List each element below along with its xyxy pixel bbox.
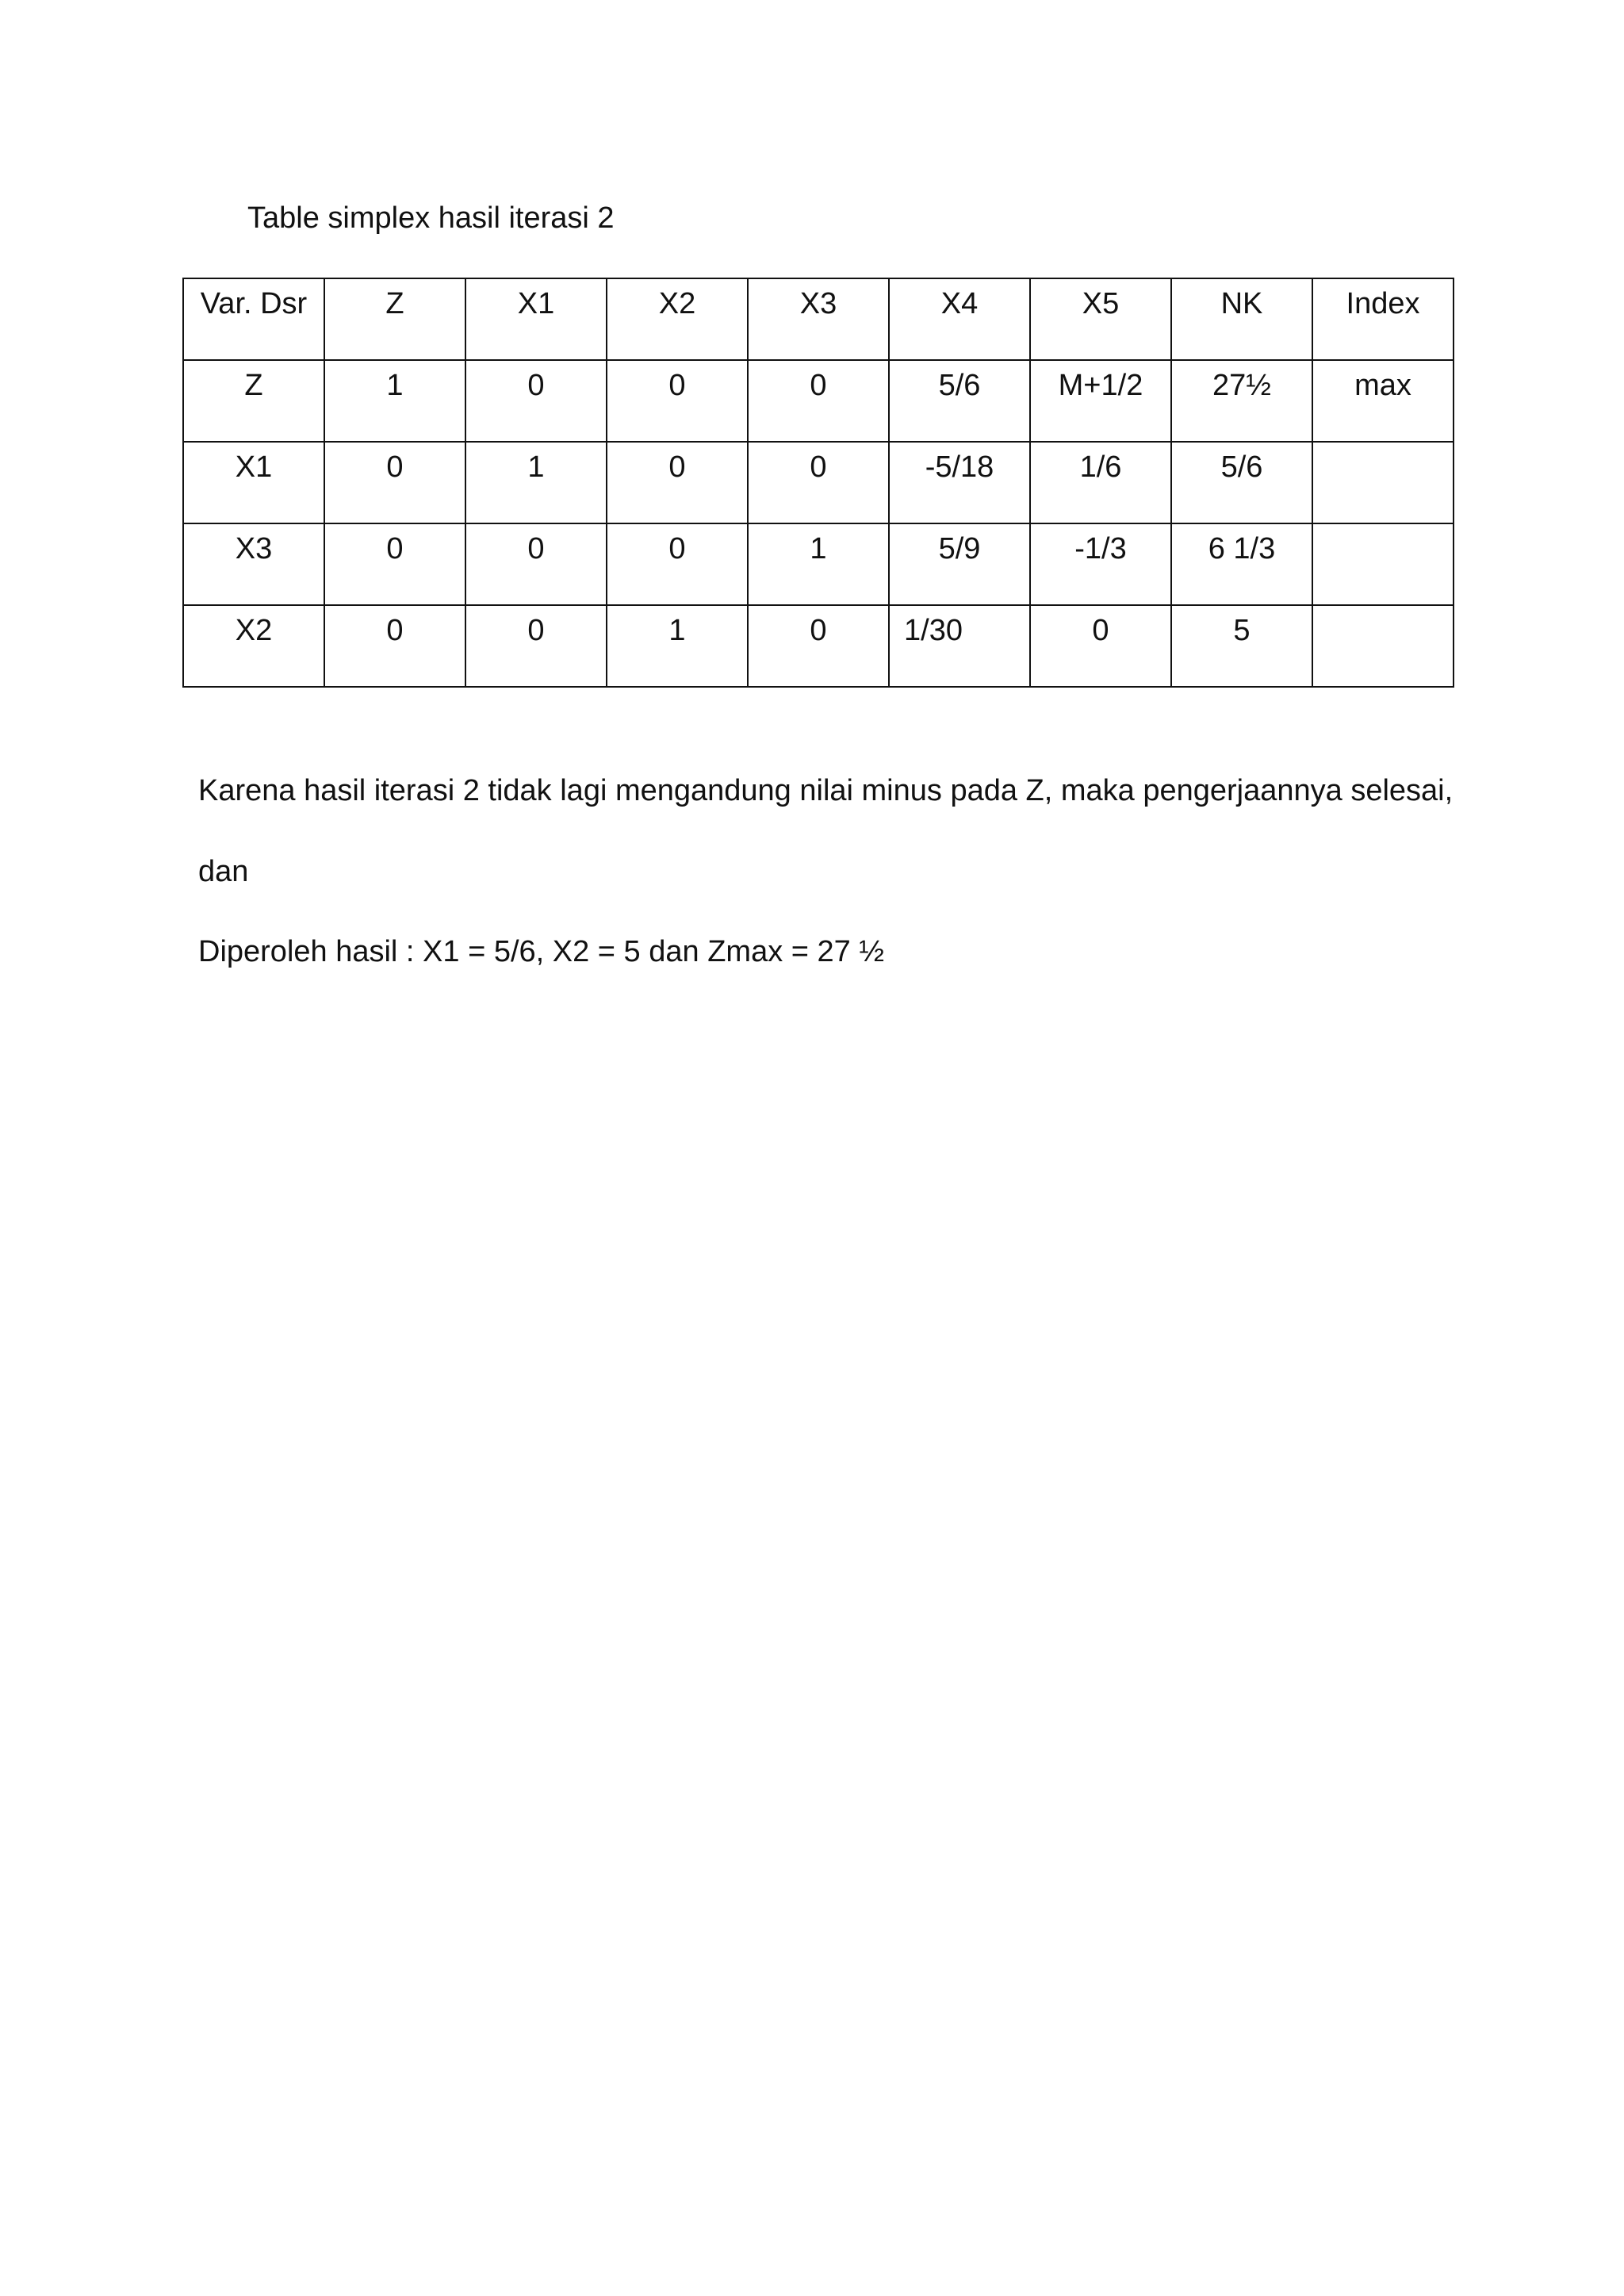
table-cell (1312, 442, 1454, 523)
table-cell: 0 (607, 360, 748, 442)
table-cell: -5/18 (889, 442, 1030, 523)
table-cell: 1 (324, 360, 465, 442)
table-cell: 1 (748, 523, 889, 605)
table-cell: M+1/2 (1030, 360, 1171, 442)
table-cell: 5/6 (1171, 442, 1312, 523)
table-cell: 1 (607, 605, 748, 687)
table-cell: 5/6 (889, 360, 1030, 442)
table-row (183, 605, 1454, 687)
table-row (183, 523, 1454, 605)
table-cell (1312, 605, 1454, 687)
table-cell: 1/30 (889, 605, 1030, 687)
header-cell: Z (324, 278, 465, 360)
table-cell: 27½ (1171, 360, 1312, 442)
table-cell: 0 (465, 605, 607, 687)
conclusion-paragraph: Karena hasil iterasi 2 tidak lagi mengandung nilai minus pada Z, maka pengerjaannya selesai, (198, 774, 1454, 807)
table-cell: X3 (183, 523, 324, 605)
simplex-table (182, 278, 1454, 688)
table-cell: 0 (607, 442, 748, 523)
table-cell: 1/6 (1030, 442, 1171, 523)
table-cell: X1 (183, 442, 324, 523)
table-cell (1312, 523, 1454, 605)
header-cell: X3 (748, 278, 889, 360)
table-cell: 0 (748, 360, 889, 442)
table-cell: X2 (183, 605, 324, 687)
table-cell: 1 (465, 442, 607, 523)
table-cell: 0 (324, 605, 465, 687)
table-cell: 0 (465, 523, 607, 605)
table-cell: 0 (607, 523, 748, 605)
header-cell: X5 (1030, 278, 1171, 360)
table-cell: 5 (1171, 605, 1312, 687)
conclusion-continuation: dan (198, 855, 249, 888)
table-caption: Table simplex hasil iterasi 2 (247, 201, 615, 235)
table-cell: 0 (465, 360, 607, 442)
table-header-row (183, 278, 1454, 360)
table-row (183, 360, 1454, 442)
table-cell: max (1312, 360, 1454, 442)
header-cell: NK (1171, 278, 1312, 360)
table-cell: 0 (1030, 605, 1171, 687)
table-cell: 0 (748, 442, 889, 523)
table-cell: 0 (324, 442, 465, 523)
table-row (183, 442, 1454, 523)
table-cell: 0 (748, 605, 889, 687)
header-cell: X2 (607, 278, 748, 360)
table-cell: 5/9 (889, 523, 1030, 605)
result-paragraph: Diperoleh hasil : X1 = 5/6, X2 = 5 dan Zmax = 27 ½ (198, 935, 885, 968)
table-cell: Z (183, 360, 324, 442)
table-cell: 6 1/3 (1171, 523, 1312, 605)
header-cell: Var. Dsr (183, 278, 324, 360)
table-cell: 0 (324, 523, 465, 605)
table-cell: -1/3 (1030, 523, 1171, 605)
header-cell: X1 (465, 278, 607, 360)
header-cell: Index (1312, 278, 1454, 360)
header-cell: X4 (889, 278, 1030, 360)
